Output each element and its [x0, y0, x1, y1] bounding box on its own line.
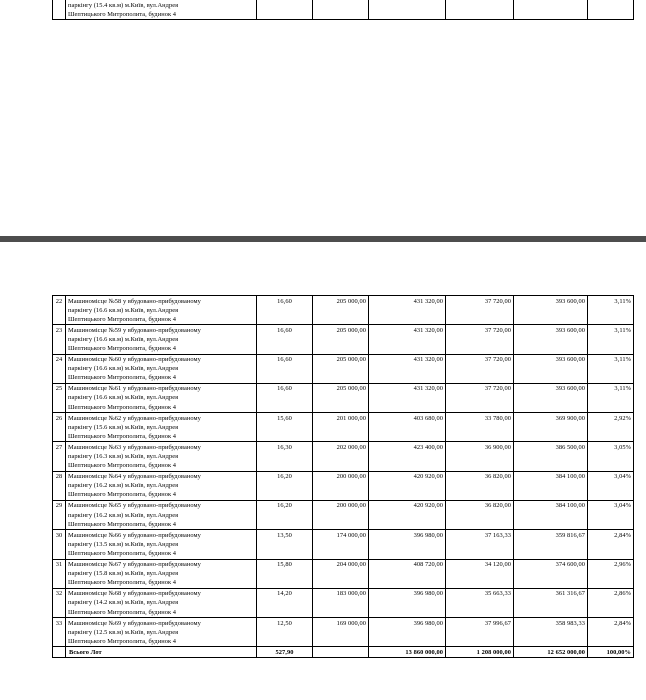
total-label-cell: Всього Лот	[66, 647, 257, 658]
total-area-cell: 527,90	[257, 647, 313, 658]
row-unit-price-cell: 205 000,00	[313, 325, 369, 354]
row-area-cell: 15,80	[257, 559, 313, 588]
row-index-cell: 24	[53, 354, 66, 383]
row-unit-price-cell: 174 000,00	[313, 530, 369, 559]
row-vat-cell: 35 663,33	[446, 588, 514, 617]
row-description-cell	[66, 413, 257, 442]
row-sum-cell: 396 980,00	[369, 530, 446, 559]
description-line: Машиномісце №68 у вбудовано-прибудованому	[68, 590, 201, 598]
table-row	[53, 0, 634, 20]
description-line: паркінгу (12.5 кв.м) м.Київ, вул.Андрея	[68, 628, 179, 636]
description-line: Машиномісце №66 у вбудовано-прибудованому	[68, 531, 201, 539]
row-percent-cell: 2,84%	[588, 618, 634, 647]
row-description-cell	[66, 325, 257, 354]
row-percent-cell: 3,11%	[588, 354, 634, 383]
row-percent-cell: 3,11%	[588, 383, 634, 412]
description-line: Шептицького Митрополита, будинок 4	[68, 637, 177, 645]
row-description-cell	[66, 354, 257, 383]
total-vat-cell: 1 208 000,00	[446, 647, 514, 658]
row-index-cell: 29	[53, 500, 66, 529]
row-net-cell: 384 100,00	[514, 471, 588, 500]
row-sum-cell: 408 720,00	[369, 559, 446, 588]
row-vat-cell: 37 996,67	[446, 618, 514, 647]
row-sum-cell: 431 320,00	[369, 296, 446, 325]
row-vat-cell: 37 720,00	[446, 325, 514, 354]
description-line: Шептицького Митрополита, будинок 4	[68, 315, 177, 323]
row-index-cell: 28	[53, 471, 66, 500]
row-sum-cell: 396 980,00	[369, 588, 446, 617]
row-net-cell: 384 100,00	[514, 500, 588, 529]
row-percent-cell: 3,04%	[588, 471, 634, 500]
row-area-cell: 16,20	[257, 471, 313, 500]
description-line: Машиномісце №58 у вбудовано-прибудованому	[68, 297, 201, 305]
row-vat-cell: 36 820,00	[446, 500, 514, 529]
row-index-cell: 31	[53, 559, 66, 588]
row-description-cell	[66, 471, 257, 500]
row-percent-cell: 2,84%	[588, 530, 634, 559]
row-percent-cell	[588, 0, 634, 20]
row-net-cell: 361 316,67	[514, 588, 588, 617]
row-unit-price-cell: 200 000,00	[313, 500, 369, 529]
row-description-cell	[66, 500, 257, 529]
row-description-cell	[66, 618, 257, 647]
description-line: паркінгу (16.6 кв.м) м.Київ, вул.Андрея	[68, 335, 179, 343]
table-row	[53, 559, 634, 588]
description-line: Машиномісце №62 у вбудовано-прибудованому	[68, 414, 201, 422]
row-percent-cell: 2,86%	[588, 588, 634, 617]
row-index-cell: 30	[53, 530, 66, 559]
row-net-cell: 393 600,00	[514, 296, 588, 325]
row-sum-cell	[369, 0, 446, 20]
description-line: паркінгу (15.4 кв.м) м.Київ, вул.Андрея	[68, 1, 179, 9]
row-description-cell	[66, 383, 257, 412]
row-index-cell	[53, 0, 66, 20]
row-area-cell: 16,30	[257, 442, 313, 471]
description-line: Шептицького Митрополита, будинок 4	[68, 374, 177, 382]
row-area-cell	[257, 0, 313, 20]
row-unit-price-cell	[313, 0, 369, 20]
description-line: паркінгу (16.2 кв.м) м.Київ, вул.Андрея	[68, 482, 179, 490]
row-area-cell: 12,50	[257, 618, 313, 647]
row-net-cell: 393 600,00	[514, 383, 588, 412]
description-line: Машиномісце №67 у вбудовано-прибудованому	[68, 561, 201, 569]
description-line: паркінгу (16.6 кв.м) м.Київ, вул.Андрея	[68, 306, 179, 314]
description-line: Машиномісце №61 у вбудовано-прибудованому	[68, 385, 201, 393]
description-line: Шептицького Митрополита, будинок 4	[68, 491, 177, 499]
row-sum-cell: 396 980,00	[369, 618, 446, 647]
description-line: паркінгу (14.2 кв.м) м.Київ, вул.Андрея	[68, 599, 179, 607]
table-row	[53, 530, 634, 559]
row-sum-cell: 420 920,00	[369, 471, 446, 500]
row-unit-price-cell: 169 000,00	[313, 618, 369, 647]
row-area-cell: 16,60	[257, 354, 313, 383]
table-row	[53, 588, 634, 617]
page-break-separator	[0, 236, 646, 242]
row-vat-cell: 34 120,00	[446, 559, 514, 588]
row-area-cell: 15,60	[257, 413, 313, 442]
row-index-cell: 27	[53, 442, 66, 471]
description-line: паркінгу (15.6 кв.м) м.Київ, вул.Андрея	[68, 423, 179, 431]
row-description-cell	[66, 588, 257, 617]
page-fragment-bottom	[0, 295, 646, 658]
row-area-cell: 16,60	[257, 383, 313, 412]
table-row	[53, 413, 634, 442]
table-row	[53, 471, 634, 500]
row-vat-cell: 33 780,00	[446, 413, 514, 442]
row-sum-cell: 431 320,00	[369, 354, 446, 383]
row-unit-price-cell: 183 000,00	[313, 588, 369, 617]
row-description-cell	[66, 442, 257, 471]
row-vat-cell: 36 900,00	[446, 442, 514, 471]
row-unit-price-cell: 200 000,00	[313, 471, 369, 500]
description-line: Машиномісце №60 у вбудовано-прибудованому	[68, 356, 201, 364]
parking-lot-table-bottom	[52, 295, 634, 658]
total-sum-cell: 13 860 000,00	[369, 647, 446, 658]
total-index-cell	[53, 647, 66, 658]
description-line: Шептицького Митрополита, будинок 4	[68, 462, 177, 470]
row-net-cell: 359 816,67	[514, 530, 588, 559]
description-line: Шептицького Митрополита, будинок 4	[68, 10, 177, 18]
row-index-cell: 26	[53, 413, 66, 442]
description-line: Шептицького Митрополита, будинок 4	[68, 579, 177, 587]
row-unit-price-cell: 205 000,00	[313, 296, 369, 325]
row-percent-cell: 2,96%	[588, 559, 634, 588]
row-vat-cell: 36 820,00	[446, 471, 514, 500]
description-line: паркінгу (16.6 кв.м) м.Київ, вул.Андрея	[68, 365, 179, 373]
description-line: Шептицького Митрополита, будинок 4	[68, 403, 177, 411]
description-line: паркінгу (16.2 кв.м) м.Київ, вул.Андрея	[68, 511, 179, 519]
description-line: паркінгу (16.3 кв.м) м.Київ, вул.Андрея	[68, 453, 179, 460]
row-sum-cell: 403 680,00	[369, 413, 446, 442]
row-description-cell	[66, 0, 257, 20]
row-unit-price-cell: 204 000,00	[313, 559, 369, 588]
table-row	[53, 325, 634, 354]
row-unit-price-cell: 205 000,00	[313, 354, 369, 383]
row-description-cell	[66, 530, 257, 559]
row-area-cell: 16,60	[257, 325, 313, 354]
description-line: паркінгу (16.6 кв.м) м.Київ, вул.Андрея	[68, 394, 179, 402]
row-description-cell	[66, 559, 257, 588]
row-index-cell: 23	[53, 325, 66, 354]
row-percent-cell: 3,04%	[588, 500, 634, 529]
row-net-cell: 374 600,00	[514, 559, 588, 588]
row-vat-cell: 37 720,00	[446, 296, 514, 325]
row-percent-cell: 3,11%	[588, 325, 634, 354]
row-area-cell: 14,20	[257, 588, 313, 617]
total-unit-price-cell	[313, 647, 369, 658]
row-sum-cell: 431 320,00	[369, 325, 446, 354]
page-fragment-top	[0, 0, 646, 20]
row-net-cell: 386 500,00	[514, 442, 588, 471]
description-line: Машиномісце №69 у вбудовано-прибудованому	[68, 619, 201, 627]
row-net-cell: 393 600,00	[514, 325, 588, 354]
row-percent-cell: 3,11%	[588, 296, 634, 325]
row-net-cell: 369 900,00	[514, 413, 588, 442]
description-line: Машиномісце №63 у вбудовано-прибудованому	[68, 443, 201, 451]
row-index-cell: 32	[53, 588, 66, 617]
description-line: Шептицького Митрополита, будинок 4	[68, 432, 177, 440]
row-area-cell: 16,20	[257, 500, 313, 529]
row-unit-price-cell: 205 000,00	[313, 383, 369, 412]
description-line: Машиномісце №59 у вбудовано-прибудованому	[68, 326, 201, 334]
row-vat-cell: 37 720,00	[446, 383, 514, 412]
row-index-cell: 22	[53, 296, 66, 325]
row-area-cell: 13,50	[257, 530, 313, 559]
row-unit-price-cell: 202 000,00	[313, 442, 369, 471]
table-row	[53, 296, 634, 325]
parking-lot-table-top	[52, 0, 634, 20]
table-row	[53, 442, 634, 471]
row-area-cell: 16,60	[257, 296, 313, 325]
row-description-cell	[66, 296, 257, 325]
row-percent-cell: 3,05%	[588, 442, 634, 471]
row-vat-cell	[446, 0, 514, 20]
row-vat-cell: 37 720,00	[446, 354, 514, 383]
total-percent-cell: 100,00%	[588, 647, 634, 658]
table-row	[53, 618, 634, 647]
total-net-cell: 12 652 000,00	[514, 647, 588, 658]
table-total-row	[53, 647, 634, 658]
row-net-cell	[514, 0, 588, 20]
row-net-cell: 393 600,00	[514, 354, 588, 383]
row-index-cell: 33	[53, 618, 66, 647]
row-unit-price-cell: 201 000,00	[313, 413, 369, 442]
row-sum-cell: 423 400,00	[369, 442, 446, 471]
description-line: Шептицького Митрополита, будинок 4	[68, 608, 177, 616]
description-line: паркінгу (13.5 кв.м) м.Київ, вул.Андрея	[68, 540, 179, 548]
table-row	[53, 500, 634, 529]
description-line: Шептицького Митрополита, будинок 4	[68, 520, 177, 528]
description-line: Машиномісце №64 у вбудовано-прибудованому	[68, 473, 201, 481]
description-line: Шептицького Митрополита, будинок 4	[68, 549, 177, 557]
row-vat-cell: 37 163,33	[446, 530, 514, 559]
table-row	[53, 383, 634, 412]
description-line: Машиномісце №65 у вбудовано-прибудованому	[68, 502, 201, 510]
row-net-cell: 358 983,33	[514, 618, 588, 647]
description-line: паркінгу (15.8 кв.м) м.Київ, вул.Андрея	[68, 570, 179, 578]
row-percent-cell: 2,92%	[588, 413, 634, 442]
table-row	[53, 354, 634, 383]
row-index-cell: 25	[53, 383, 66, 412]
row-sum-cell: 431 320,00	[369, 383, 446, 412]
row-sum-cell: 420 920,00	[369, 500, 446, 529]
description-line: Шептицького Митрополита, будинок 4	[68, 344, 177, 352]
